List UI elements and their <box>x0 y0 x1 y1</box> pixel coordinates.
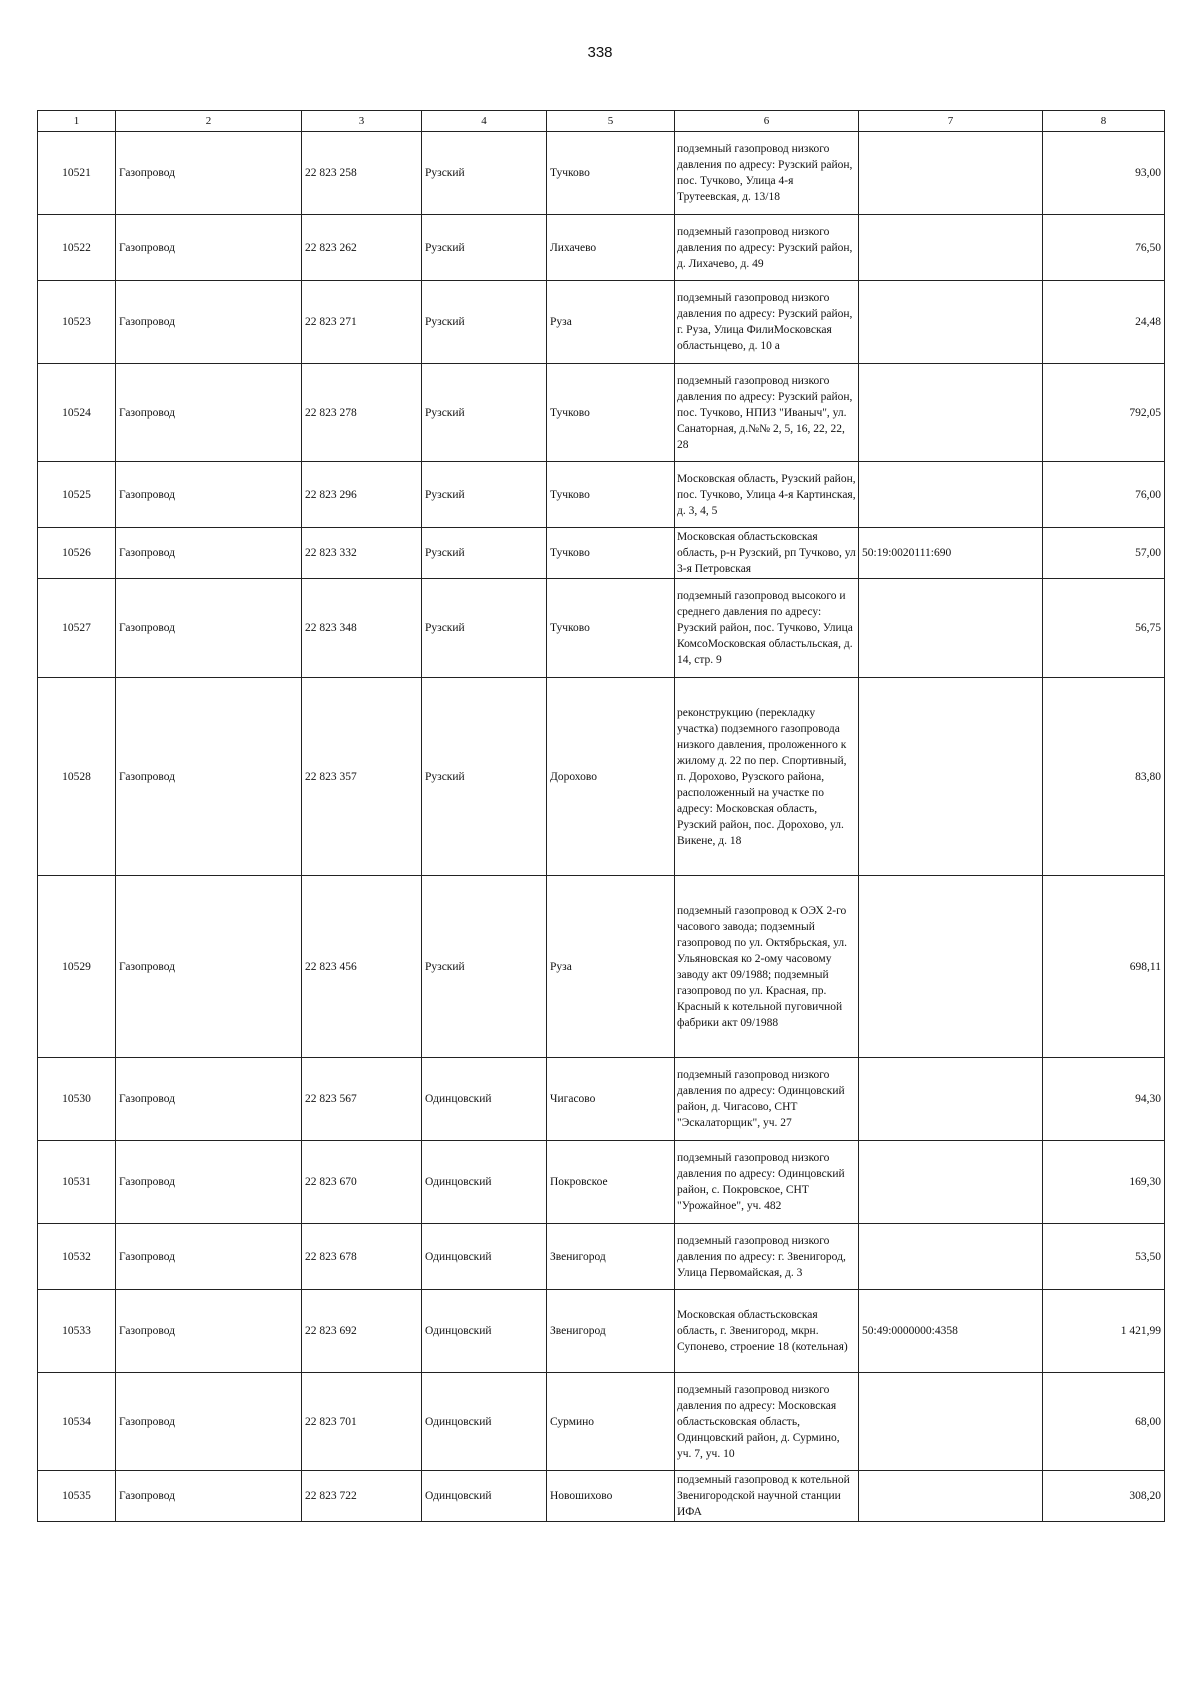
table-row <box>38 1290 1165 1373</box>
row-locality: Покровское <box>547 1141 675 1224</box>
row-description: подземный газопровод к котельной Звенигородской научной станции ИФА <box>675 1471 859 1522</box>
row-locality: Руза <box>547 281 675 364</box>
row-type: Газопровод <box>116 1224 302 1290</box>
row-description: подземный газопровод низкого давления по адресу: Рузский район, пос. Тучково, Улица 4-я Трутеевская, д. 13/18 <box>675 132 859 215</box>
row-locality: Сурмино <box>547 1373 675 1471</box>
table-row <box>38 528 1165 579</box>
row-code: 22 823 670 <box>302 1141 422 1224</box>
row-id: 10535 <box>38 1471 116 1522</box>
table-row <box>38 462 1165 528</box>
column-header: 7 <box>859 111 1043 132</box>
row-locality: Звенигород <box>547 1224 675 1290</box>
table-row <box>38 1058 1165 1141</box>
row-cadastral <box>859 281 1043 364</box>
table-row <box>38 364 1165 462</box>
row-id: 10528 <box>38 678 116 876</box>
row-code: 22 823 678 <box>302 1224 422 1290</box>
row-value: 76,50 <box>1043 215 1165 281</box>
row-type: Газопровод <box>116 364 302 462</box>
table-row <box>38 678 1165 876</box>
row-description: подземный газопровод низкого давления по адресу: Одинцовский район, д. Чигасово, СНТ "Эскалаторщик", уч. 27 <box>675 1058 859 1141</box>
row-code: 22 823 271 <box>302 281 422 364</box>
row-type: Газопровод <box>116 876 302 1058</box>
row-code: 22 823 701 <box>302 1373 422 1471</box>
row-type: Газопровод <box>116 462 302 528</box>
column-header: 1 <box>38 111 116 132</box>
row-locality: Лихачево <box>547 215 675 281</box>
page-number: 338 <box>587 44 613 61</box>
row-code: 22 823 348 <box>302 579 422 678</box>
row-locality: Новошихово <box>547 1471 675 1522</box>
row-cadastral: 50:49:0000000:4358 <box>859 1290 1043 1373</box>
table-row <box>38 281 1165 364</box>
row-district: Рузский <box>422 579 547 678</box>
row-type: Газопровод <box>116 1058 302 1141</box>
row-id: 10523 <box>38 281 116 364</box>
row-value: 68,00 <box>1043 1373 1165 1471</box>
row-id: 10524 <box>38 364 116 462</box>
row-value: 24,48 <box>1043 281 1165 364</box>
row-value: 57,00 <box>1043 528 1165 579</box>
row-id: 10533 <box>38 1290 116 1373</box>
row-value: 93,00 <box>1043 132 1165 215</box>
row-district: Одинцовский <box>422 1290 547 1373</box>
row-district: Рузский <box>422 528 547 579</box>
row-locality: Тучково <box>547 462 675 528</box>
row-value: 83,80 <box>1043 678 1165 876</box>
row-code: 22 823 258 <box>302 132 422 215</box>
row-value: 56,75 <box>1043 579 1165 678</box>
column-header: 2 <box>116 111 302 132</box>
row-value: 1 421,99 <box>1043 1290 1165 1373</box>
row-cadastral <box>859 1471 1043 1522</box>
row-id: 10522 <box>38 215 116 281</box>
row-locality: Тучково <box>547 579 675 678</box>
row-cadastral <box>859 579 1043 678</box>
table-row <box>38 1141 1165 1224</box>
row-id: 10526 <box>38 528 116 579</box>
row-code: 22 823 567 <box>302 1058 422 1141</box>
row-id: 10532 <box>38 1224 116 1290</box>
row-locality: Тучково <box>547 528 675 579</box>
column-header: 3 <box>302 111 422 132</box>
row-value: 53,50 <box>1043 1224 1165 1290</box>
row-description: Московская областьсковская область, г. Звенигород, мкрн. Супонево, строение 18 (котельная) <box>675 1290 859 1373</box>
row-district: Рузский <box>422 364 547 462</box>
row-type: Газопровод <box>116 1373 302 1471</box>
row-value: 169,30 <box>1043 1141 1165 1224</box>
row-type: Газопровод <box>116 281 302 364</box>
row-id: 10534 <box>38 1373 116 1471</box>
assets-table <box>37 110 1165 1522</box>
row-value: 76,00 <box>1043 462 1165 528</box>
row-description: подземный газопровод низкого давления по адресу: г. Звенигород, Улица Первомайская, д. 3 <box>675 1224 859 1290</box>
row-district: Рузский <box>422 678 547 876</box>
row-type: Газопровод <box>116 678 302 876</box>
row-description: подземный газопровод высокого и среднего давления по адресу: Рузский район, пос. Тучково, Улица КомсоМосковская областьльская, д. 14, стр. 9 <box>675 579 859 678</box>
column-header: 4 <box>422 111 547 132</box>
row-description: подземный газопровод низкого давления по адресу: Одинцовский район, с. Покровское, СНТ "Урожайное", уч. 482 <box>675 1141 859 1224</box>
table-row <box>38 1224 1165 1290</box>
row-locality: Звенигород <box>547 1290 675 1373</box>
table-row <box>38 132 1165 215</box>
row-district: Рузский <box>422 132 547 215</box>
row-code: 22 823 332 <box>302 528 422 579</box>
row-cadastral <box>859 678 1043 876</box>
row-type: Газопровод <box>116 1141 302 1224</box>
row-type: Газопровод <box>116 132 302 215</box>
row-description: реконструкцию (перекладку участка) подземного газопровода низкого давления, проложенного к жилому д. 22 по пер. Спортивный, п. Дорохово, Рузского района, расположенный на участке по адресу: Московская область, Рузский район, пос. Дорохово, ул. Викене, д. 18 <box>675 678 859 876</box>
row-cadastral <box>859 462 1043 528</box>
row-id: 10529 <box>38 876 116 1058</box>
header-row <box>38 111 1165 132</box>
row-type: Газопровод <box>116 579 302 678</box>
row-district: Рузский <box>422 462 547 528</box>
row-code: 22 823 262 <box>302 215 422 281</box>
row-cadastral <box>859 1058 1043 1141</box>
row-description: Московская областьсковская область, р-н Рузский, рп Тучково, ул 3-я Петровская <box>675 528 859 579</box>
column-header: 6 <box>675 111 859 132</box>
row-description: подземный газопровод низкого давления по адресу: Рузский район, д. Лихачево, д. 49 <box>675 215 859 281</box>
row-district: Рузский <box>422 876 547 1058</box>
row-district: Одинцовский <box>422 1058 547 1141</box>
row-value: 698,11 <box>1043 876 1165 1058</box>
row-cadastral <box>859 1373 1043 1471</box>
row-cadastral <box>859 876 1043 1058</box>
row-type: Газопровод <box>116 1290 302 1373</box>
row-description: подземный газопровод низкого давления по адресу: Рузский район, г. Руза, Улица ФилиМосковская областьнцево, д. 10 а <box>675 281 859 364</box>
row-description: подземный газопровод к ОЭХ 2-го часового завода; подземный газопровод по ул. Октябрьская, ул. Ульяновская ко 2-ому часовому заводу акт 09/1988; подземный газопровод по ул. Красная, пр. Красный к котельной пуговичной фабрики акт 09/1988 <box>675 876 859 1058</box>
row-code: 22 823 722 <box>302 1471 422 1522</box>
row-locality: Чигасово <box>547 1058 675 1141</box>
row-cadastral <box>859 364 1043 462</box>
row-locality: Тучково <box>547 364 675 462</box>
row-cadastral <box>859 1224 1043 1290</box>
row-code: 22 823 692 <box>302 1290 422 1373</box>
row-value: 308,20 <box>1043 1471 1165 1522</box>
table-row <box>38 1471 1165 1522</box>
row-cadastral <box>859 215 1043 281</box>
row-district: Одинцовский <box>422 1373 547 1471</box>
row-type: Газопровод <box>116 215 302 281</box>
row-id: 10531 <box>38 1141 116 1224</box>
table-row <box>38 1373 1165 1471</box>
row-district: Рузский <box>422 215 547 281</box>
row-district: Одинцовский <box>422 1224 547 1290</box>
row-id: 10525 <box>38 462 116 528</box>
row-code: 22 823 278 <box>302 364 422 462</box>
table-row <box>38 876 1165 1058</box>
table-row <box>38 579 1165 678</box>
row-id: 10521 <box>38 132 116 215</box>
row-type: Газопровод <box>116 1471 302 1522</box>
row-id: 10527 <box>38 579 116 678</box>
row-locality: Дорохово <box>547 678 675 876</box>
row-code: 22 823 456 <box>302 876 422 1058</box>
row-description: подземный газопровод низкого давления по адресу: Рузский район, пос. Тучково, НПИЗ "Иваныч", ул. Санаторная, д.№№ 2, 5, 16, 22, 22, 28 <box>675 364 859 462</box>
row-value: 94,30 <box>1043 1058 1165 1141</box>
column-header: 5 <box>547 111 675 132</box>
row-locality: Тучково <box>547 132 675 215</box>
row-cadastral <box>859 1141 1043 1224</box>
row-district: Одинцовский <box>422 1141 547 1224</box>
row-type: Газопровод <box>116 528 302 579</box>
column-header: 8 <box>1043 111 1165 132</box>
row-code: 22 823 296 <box>302 462 422 528</box>
table-row <box>38 215 1165 281</box>
row-id: 10530 <box>38 1058 116 1141</box>
row-district: Одинцовский <box>422 1471 547 1522</box>
row-value: 792,05 <box>1043 364 1165 462</box>
row-locality: Руза <box>547 876 675 1058</box>
row-cadastral: 50:19:0020111:690 <box>859 528 1043 579</box>
row-code: 22 823 357 <box>302 678 422 876</box>
row-cadastral <box>859 132 1043 215</box>
row-district: Рузский <box>422 281 547 364</box>
row-description: подземный газопровод низкого давления по адресу: Московская областьсковская область, Одинцовский район, д. Сурмино, уч. 7, уч. 10 <box>675 1373 859 1471</box>
row-description: Московская область, Рузский район, пос. Тучково, Улица 4-я Картинская, д. 3, 4, 5 <box>675 462 859 528</box>
